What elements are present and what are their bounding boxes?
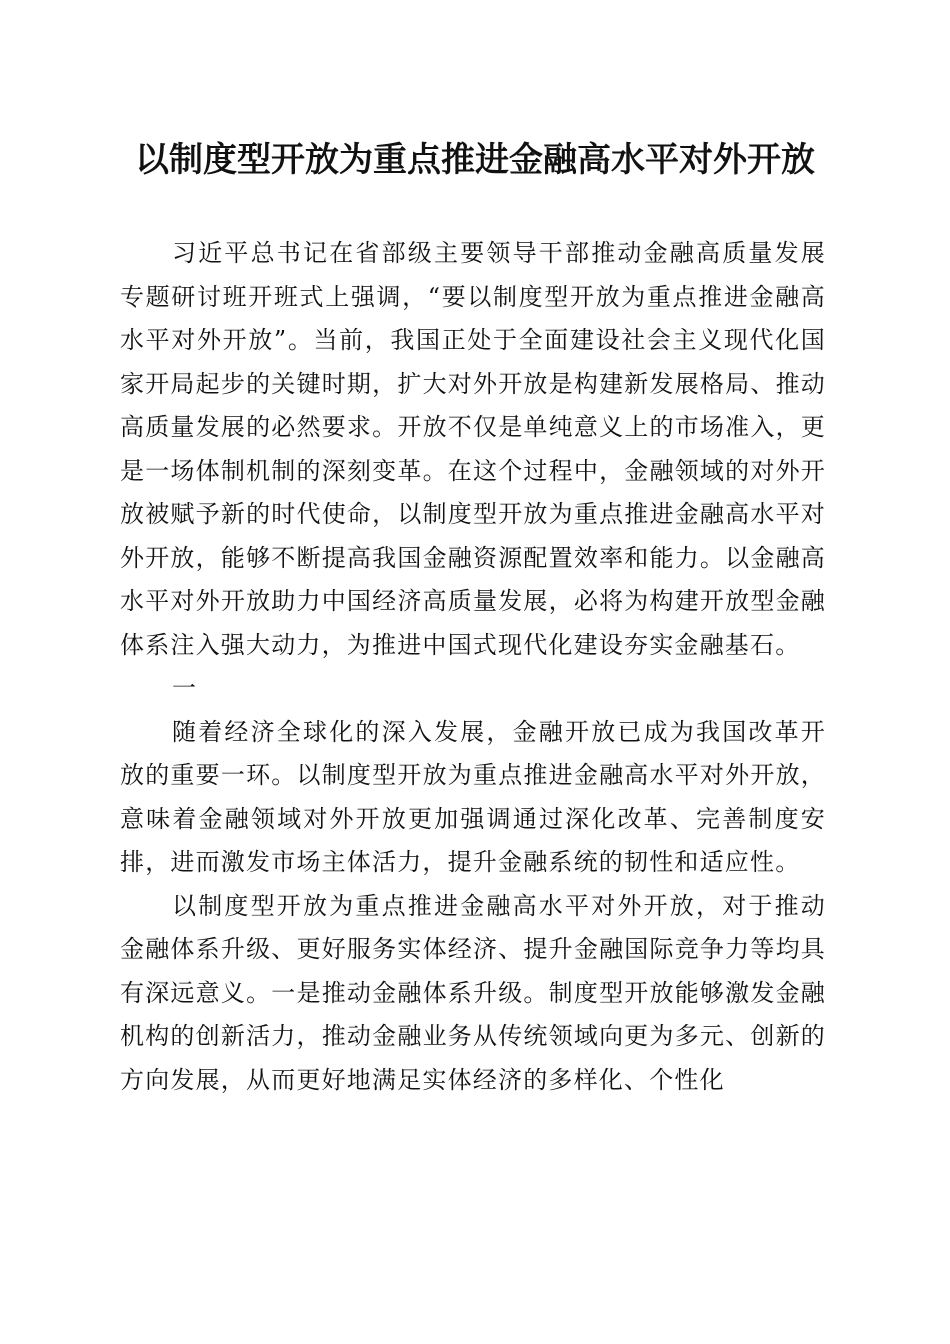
paragraph-globalization: 随着经济全球化的深入发展，金融开放已成为我国改革开放的重要一环。以制度型开放为重点推进金融高水平对外开放，意味着金融领域对外开放更加强调通过深化改革、完善制度安排，进而激发市场主体活力，提升金融系统的韧性和适应性。 [120, 717, 826, 876]
paragraph-intro: 习近平总书记在省部级主要领导干部推动金融高质量发展专题研讨班开班式上强调，“要以制度型开放为重点推进金融高水平对外开放”。当前，我国正处于全面建设社会主义现代化国家开局起步的关键时期，扩大对外开放是构建新发展格局、推动高质量发展的必然要求。开放不仅是单纯意义上的市场准入，更是一场体制机制的深刻变革。在这个过程中，金融领域的对外开放被赋予新的时代使命，以制度型开放为重点推进金融高水平对外开放，能够不断提高我国金融资源配置效率和能力。以金融高水平对外开放助力中国经济高质量发展，必将为构建开放型金融体系注入强大动力，为推进中国式现代化建设夯实金融基石。 [120, 239, 826, 659]
document-title: 以制度型开放为重点推进金融高水平对外开放 [135, 140, 815, 180]
document-body [120, 232, 826, 1102]
section-number-one: 一 [172, 674, 196, 702]
paragraph-significance: 以制度型开放为重点推进金融高水平对外开放，对于推动金融体系升级、更好服务实体经济、提升金融国际竞争力等均具有深远意义。一是推动金融体系升级。制度型开放能够激发金融机构的创新活力，推动金融业务从传统领域向更为多元、创新的方向发展，从而更好地满足实体经济的多样化、个性化 [120, 891, 826, 1094]
